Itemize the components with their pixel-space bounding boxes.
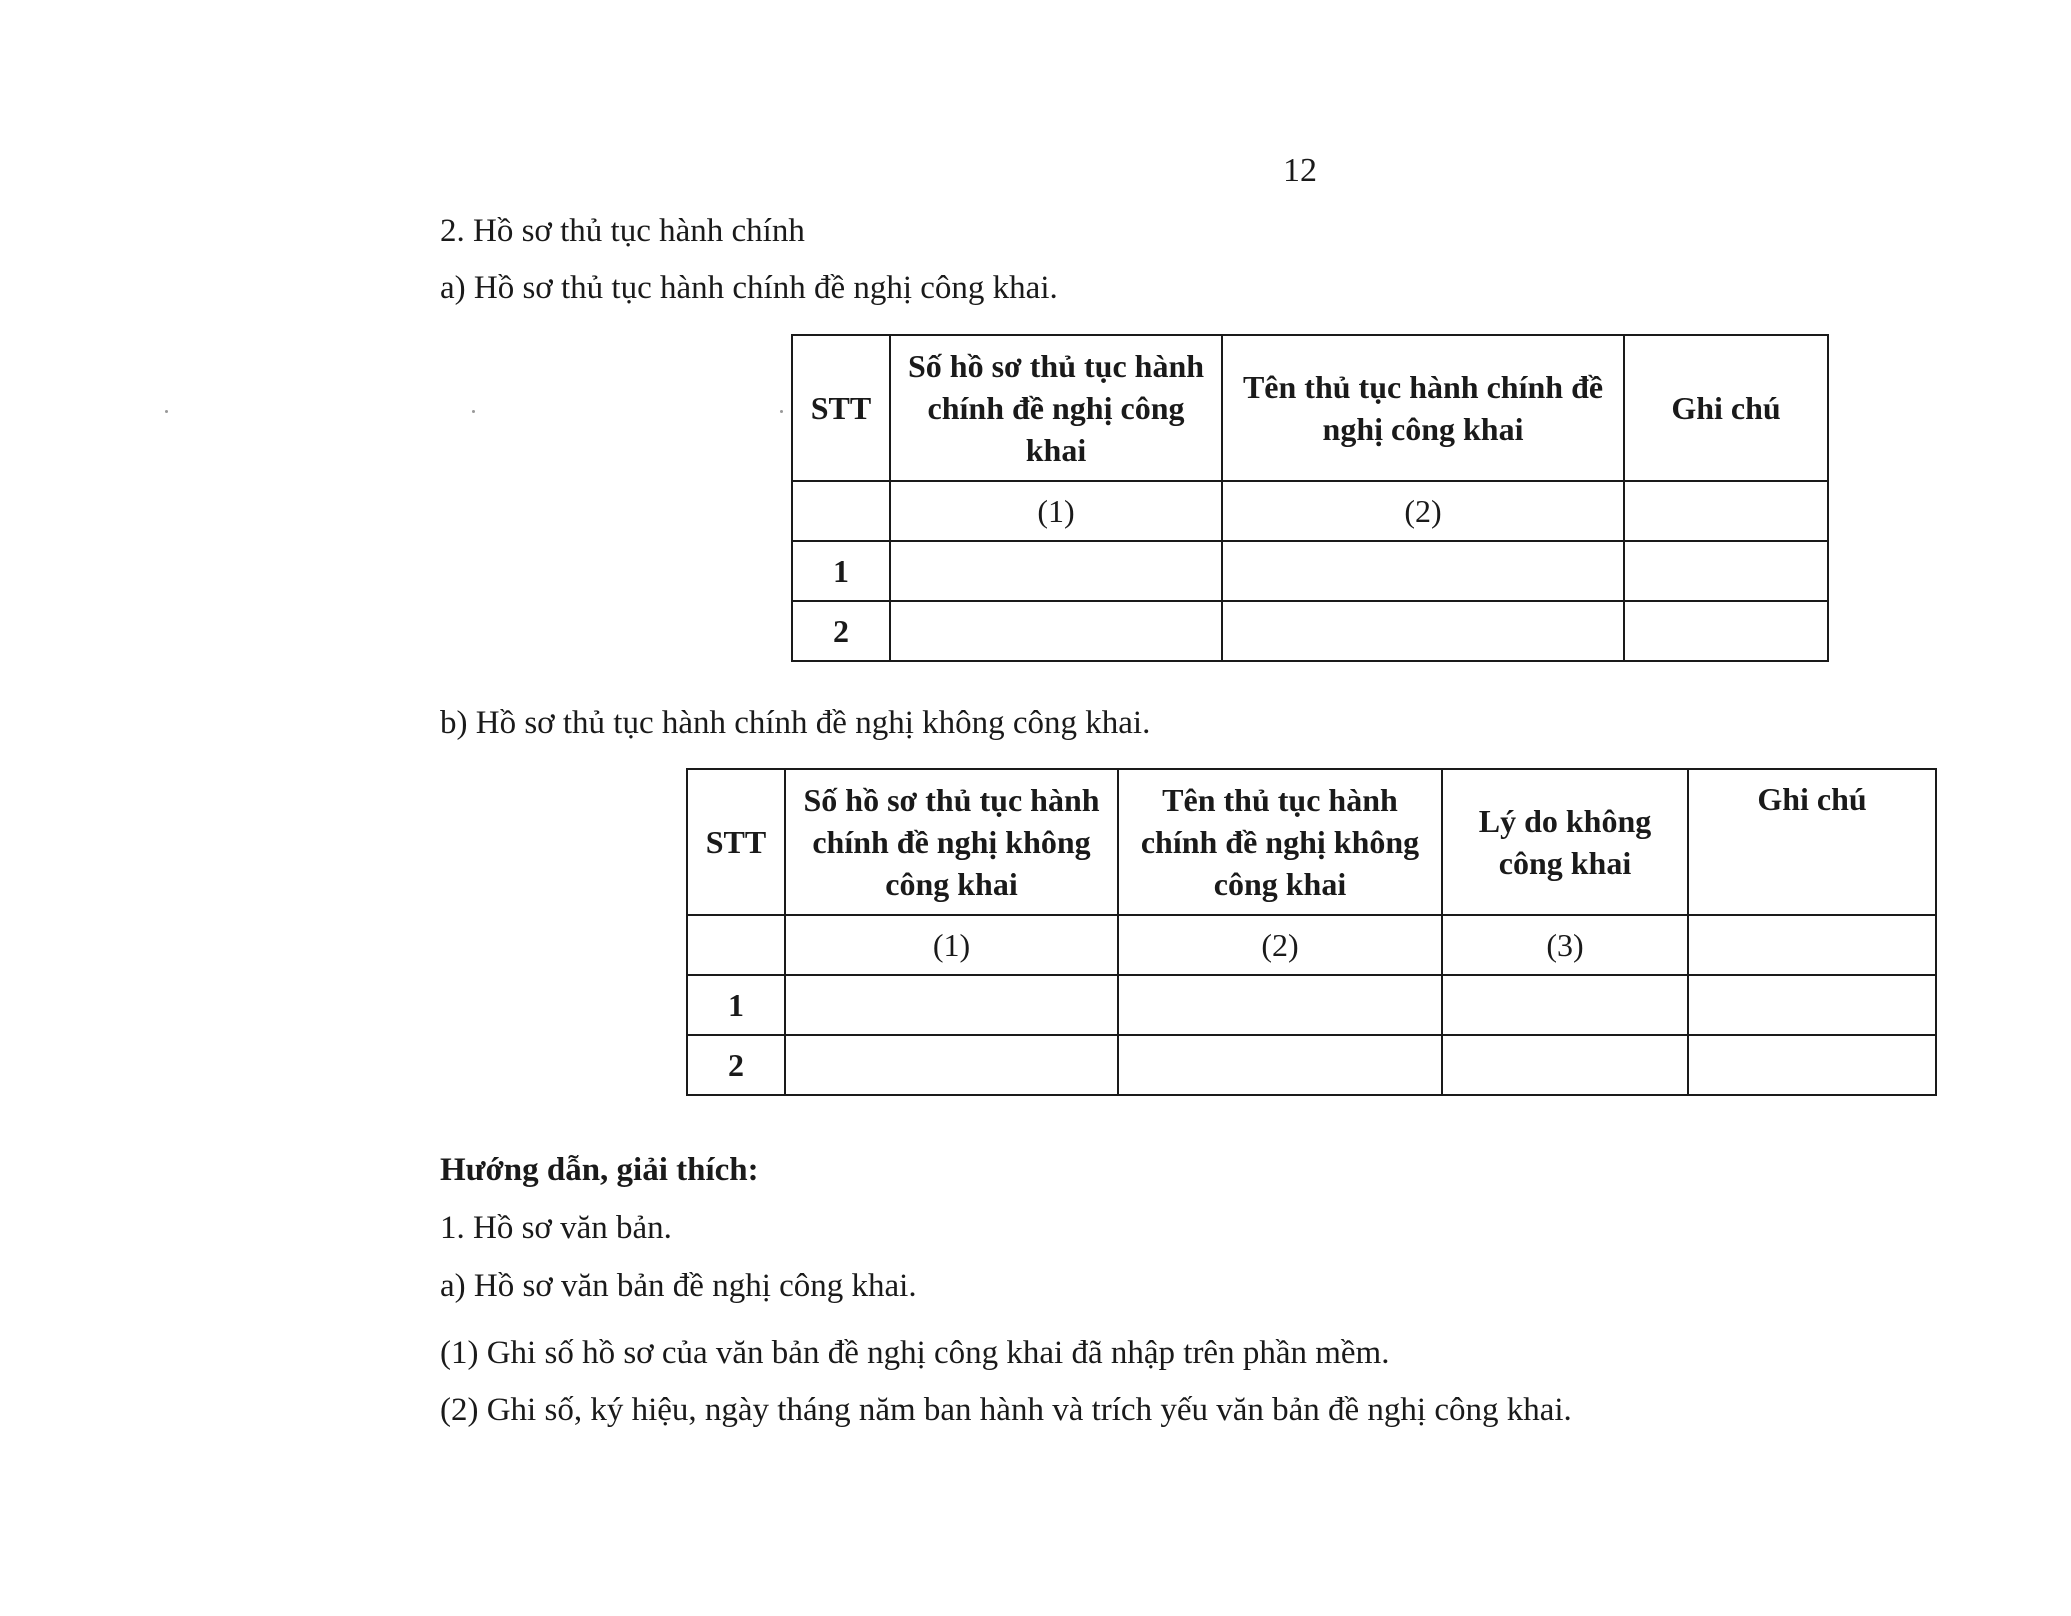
- table-b-header-row: [687, 769, 1936, 915]
- table-a-header-stt: STT: [792, 335, 890, 481]
- table-cell: [1442, 1035, 1688, 1095]
- table-b-index-cell: (3): [1442, 915, 1688, 975]
- table-b-index-cell: (1): [785, 915, 1118, 975]
- table-cell: [1222, 541, 1624, 601]
- table-b-header-stt: STT: [687, 769, 785, 915]
- table-cell: [1442, 975, 1688, 1035]
- table-a-header-procedure-name: Tên thủ tục hành chính đề nghị công khai: [1222, 335, 1624, 481]
- table-b-index-cell: [1688, 915, 1936, 975]
- scan-speck: [165, 410, 168, 413]
- table-a-header-case-number: Số hồ sơ thủ tục hành chính đề nghị công khai: [890, 335, 1222, 481]
- table-b-header-reason: Lý do không công khai: [1442, 769, 1688, 915]
- table-b-index-cell: [687, 915, 785, 975]
- table-b-header-procedure-name: Tên thủ tục hành chính đề nghị không công khai: [1118, 769, 1442, 915]
- guide-line-1: 1. Hồ sơ văn bản.: [440, 1210, 672, 1246]
- table-a-index-cell: [792, 481, 890, 541]
- section-2-title: 2. Hồ sơ thủ tục hành chính: [440, 213, 805, 249]
- table-row: [687, 975, 1936, 1035]
- guide-line-2: a) Hồ sơ văn bản đề nghị công khai.: [440, 1268, 917, 1304]
- table-cell: [1118, 975, 1442, 1035]
- table-row: [792, 601, 1828, 661]
- table-cell: [890, 601, 1222, 661]
- table-a-index-row: [792, 481, 1828, 541]
- table-a-header-note: Ghi chú: [1624, 335, 1828, 481]
- table-cell: [890, 541, 1222, 601]
- section-2b-title: b) Hồ sơ thủ tục hành chính đề nghị không công khai.: [440, 705, 1151, 741]
- table-cell: [1688, 975, 1936, 1035]
- table-a-header-row: [792, 335, 1828, 481]
- table-b-index-row: [687, 915, 1936, 975]
- table-cell: [785, 975, 1118, 1035]
- table-a-index-cell: (2): [1222, 481, 1624, 541]
- table-cell: [785, 1035, 1118, 1095]
- table-b-row-number: 1: [687, 975, 785, 1035]
- section-2a-title: a) Hồ sơ thủ tục hành chính đề nghị công khai.: [440, 270, 1058, 306]
- table-cell: [1118, 1035, 1442, 1095]
- table-cell: [1624, 601, 1828, 661]
- page-number: 12: [1283, 152, 1317, 189]
- table-row: [687, 1035, 1936, 1095]
- table-a-index-cell: (1): [890, 481, 1222, 541]
- guide-line-4: (2) Ghi số, ký hiệu, ngày tháng năm ban hành và trích yếu văn bản đề nghị công khai.: [440, 1392, 1572, 1428]
- table-a-row-number: 1: [792, 541, 890, 601]
- table-b-header-note: Ghi chú: [1688, 769, 1936, 915]
- table-b-index-cell: (2): [1118, 915, 1442, 975]
- table-cell: [1688, 1035, 1936, 1095]
- table-row: [792, 541, 1828, 601]
- scan-speck: [780, 410, 783, 413]
- scan-speck: [472, 410, 475, 413]
- table-cell: [1624, 541, 1828, 601]
- guide-title: Hướng dẫn, giải thích:: [440, 1152, 759, 1188]
- table-cell: [1222, 601, 1624, 661]
- table-b-header-case-number: Số hồ sơ thủ tục hành chính đề nghị không công khai: [785, 769, 1118, 915]
- table-b-row-number: 2: [687, 1035, 785, 1095]
- guide-line-3: (1) Ghi số hồ sơ của văn bản đề nghị công khai đã nhập trên phần mềm.: [440, 1335, 1390, 1371]
- table-a-row-number: 2: [792, 601, 890, 661]
- table-non-public-procedures: [686, 768, 1937, 1096]
- table-public-procedures: [791, 334, 1829, 662]
- table-a-index-cell: [1624, 481, 1828, 541]
